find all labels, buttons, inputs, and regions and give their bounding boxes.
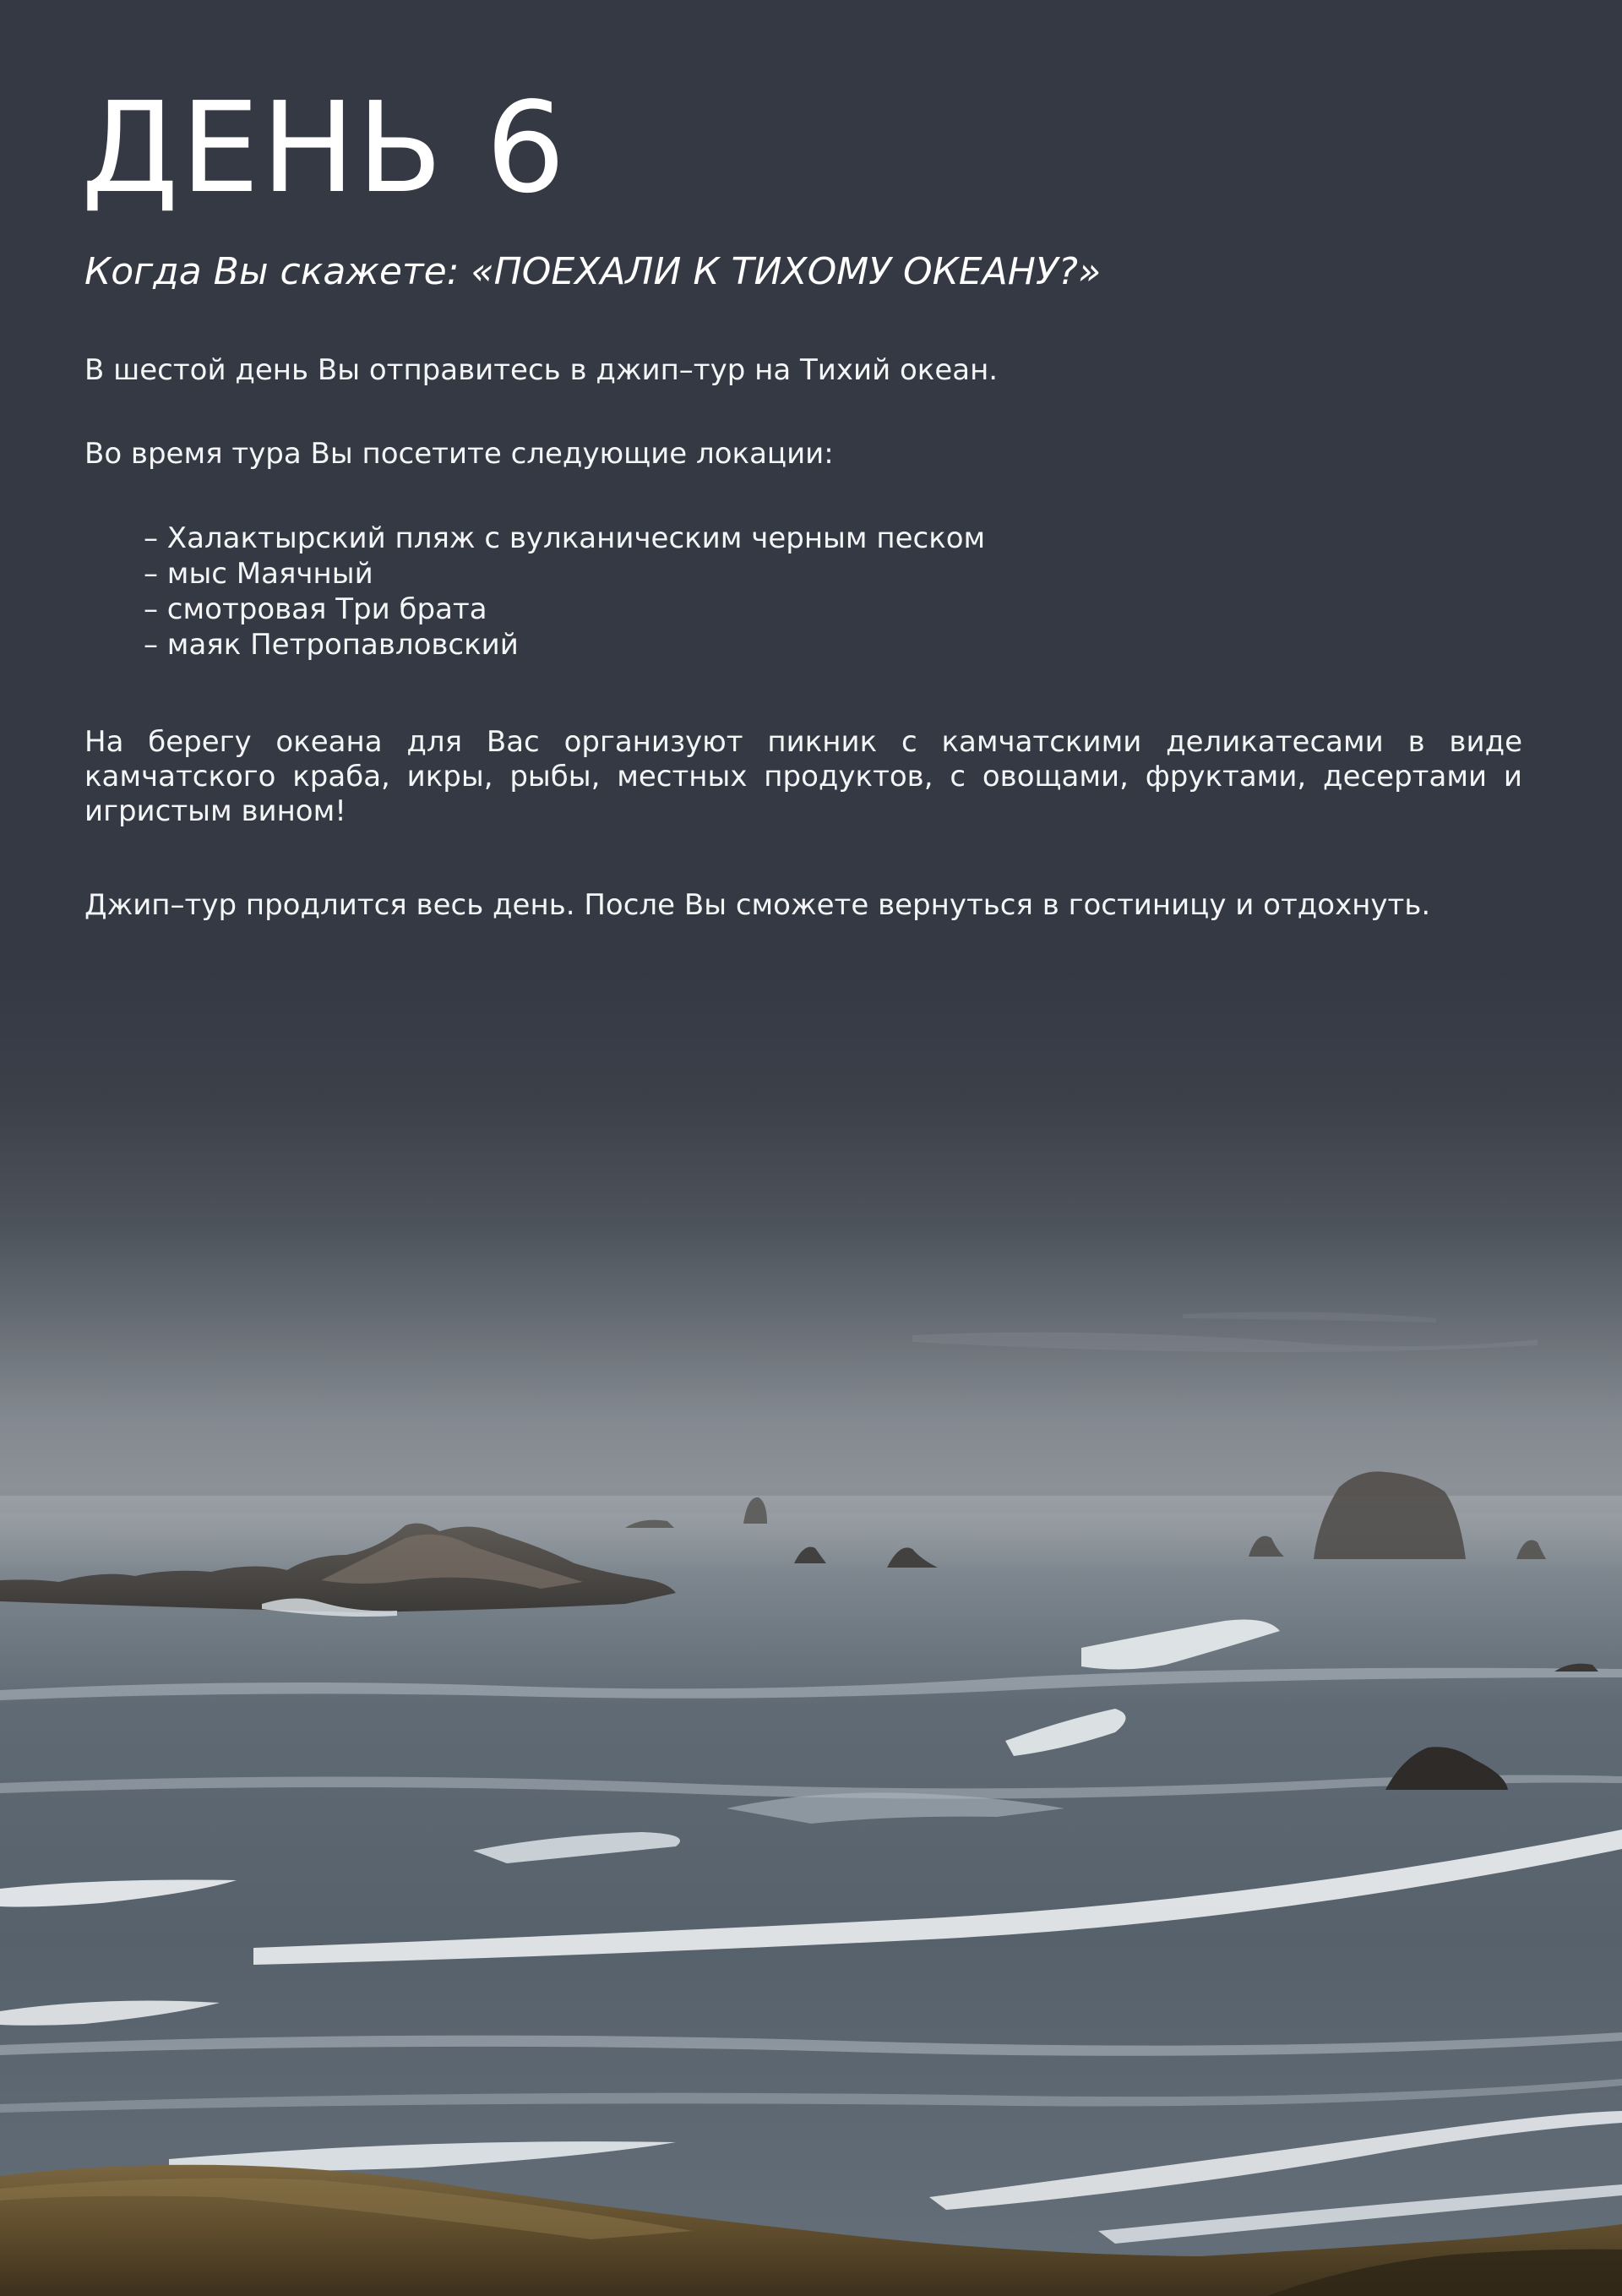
- locations-list: [144, 521, 985, 663]
- list-item: – мыс Маячный: [144, 557, 373, 591]
- picnic-paragraph: На берегу океана для Вас организуют пикник с камчатскими деликатесами в виде камчатского краба, икры, рыбы, местных продуктов, с овощами, фруктами, десертами и игристым вином!: [84, 725, 1522, 828]
- sea-stack-rock: [1314, 1471, 1466, 1559]
- page-subtitle: Когда Вы скажете: «ПОЕХАЛИ К ТИХОМУ ОКЕАНУ?»: [84, 250, 1102, 293]
- locations-intro: Во время тура Вы посетите следующие локации:: [84, 437, 834, 471]
- list-item: – Халактырский пляж с вулканическим черным песком: [144, 521, 986, 555]
- list-item: – смотровая Три брата: [144, 592, 487, 626]
- cloud-streak: [912, 1333, 1538, 1352]
- intro-paragraph: В шестой день Вы отправитесь в джип–тур на Тихий океан.: [84, 353, 999, 387]
- list-item: – маяк Петропавловский: [144, 628, 519, 662]
- cloud-streak: [1183, 1312, 1436, 1323]
- closing-paragraph: Джип–тур продлится весь день. После Вы сможете вернуться в гостиницу и отдохнуть.: [84, 888, 1431, 922]
- page-title: ДЕНЬ 6: [81, 75, 568, 221]
